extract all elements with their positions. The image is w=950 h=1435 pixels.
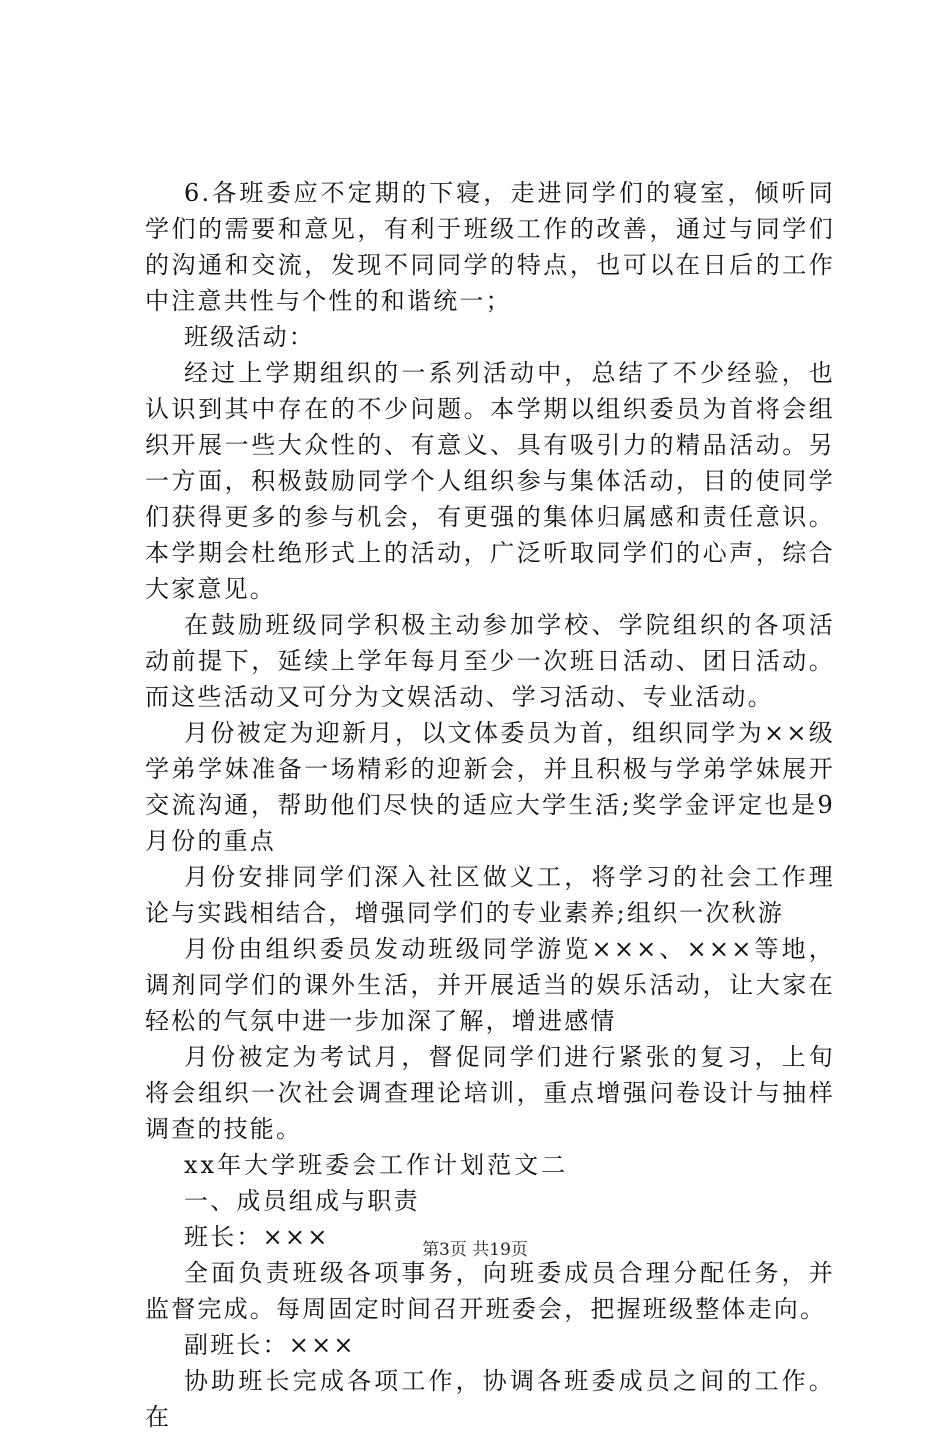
paragraph-sightseeing-month: 月份由组织委员发动班级同学游览×××、×××等地，调剂同学们的课外生活，并开展适当的娱乐活动，让大家在轻松的气氛中进一步加深了解，增进感情	[145, 935, 835, 1035]
role-vice-monitor: 副班长：×××	[184, 1331, 356, 1359]
paragraph-monitor-duties: 全面负责班级各项事务，向班委成员合理分配任务，并监督完成。每周固定时间召开班委会，把握班级整体走向。	[145, 1259, 835, 1323]
role-monitor: 班长：×××	[184, 1223, 330, 1251]
paragraph-welcome-month: 月份被定为迎新月，以文体委员为首，组织同学为××级学弟学妹准备一场精彩的迎新会，并且积极与学弟学妹展开交流沟通，帮助他们尽快的适应大学生活;奖学金评定也是9月份的重点	[145, 719, 835, 855]
page-footer: 第3页 共19页	[422, 1240, 528, 1260]
heading-class-activities: 班级活动：	[184, 323, 315, 351]
section-heading-members-duties: 一、成员组成与职责	[184, 1187, 420, 1215]
paragraph-exam-month: 月份被定为考试月，督促同学们进行紧张的复习，上旬将会组织一次社会调查理论培训，重点增强问卷设计与抽样调查的技能。	[145, 1043, 835, 1143]
paragraph-class-committee-dorm-visits: 6.各班委应不定期的下寝，走进同学们的寝室，倾听同学们的需要和意见，有利于班级工作的改善，通过与同学们的沟通和交流，发现不同同学的特点，也可以在日后的工作中注意共性与个性的和谐统一；	[145, 179, 835, 315]
paragraph-vice-monitor-duties: 协助班长完成各项工作，协调各班委成员之间的工作。在	[145, 1367, 835, 1431]
paragraph-volunteer-month: 月份安排同学们深入社区做义工，将学习的社会工作理论与实践相结合，增强同学们的专业素养;组织一次秋游	[145, 863, 835, 927]
paragraph-monthly-activities: 在鼓励班级同学积极主动参加学校、学院组织的各项活动前提下，延续上学年每月至少一次班日活动、团日活动。而这些活动又可分为文娱活动、学习活动、专业活动。	[145, 611, 835, 711]
paragraph-activity-experience: 经过上学期组织的一系列活动中，总结了不少经验，也认识到其中存在的不少问题。本学期以组织委员为首将会组织开展一些大众性的、有意义、具有吸引力的精品活动。另一方面，积极鼓励同学个人组织参与集体活动，目的使同学们获得更多的参与机会，有更强的集体归属感和责任意识。本学期会杜绝形式上的活动，广泛听取同学们的心声，综合大家意见。	[145, 359, 835, 603]
section-title-sample-two: xx年大学班委会工作计划范文二	[184, 1151, 569, 1179]
